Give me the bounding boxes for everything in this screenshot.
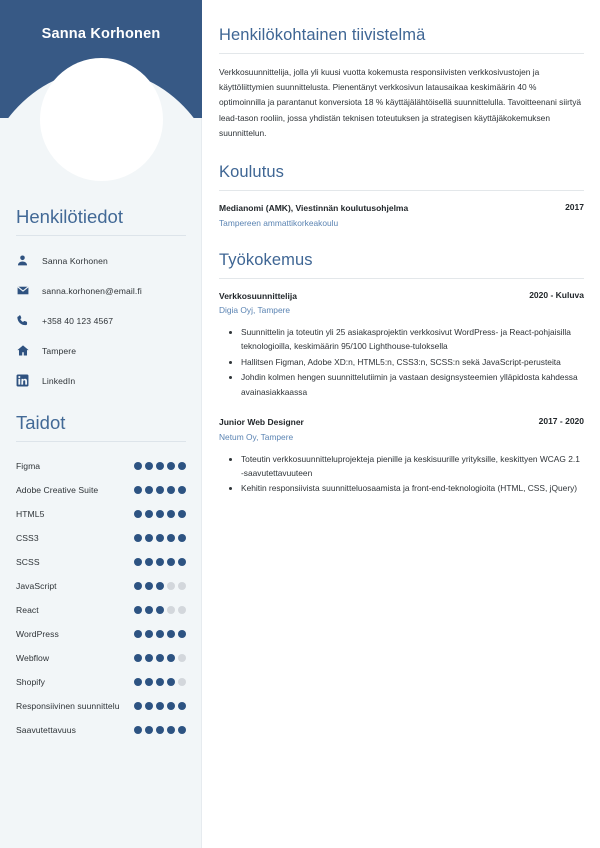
contact-list — [16, 248, 186, 393]
education-section — [219, 163, 584, 229]
entry-header — [219, 290, 584, 303]
home-icon — [16, 342, 38, 360]
skill-row — [16, 574, 186, 598]
experience-entry — [219, 202, 584, 229]
skill-dot-filled — [145, 678, 153, 686]
contact-section — [0, 206, 202, 398]
skill-dot-filled — [156, 678, 164, 686]
skill-dot-filled — [134, 582, 142, 590]
skill-dot-filled — [156, 606, 164, 614]
entry-subtitle: Tampereen ammattikorkeakoulu — [219, 217, 339, 228]
skill-dot-filled — [178, 558, 186, 566]
skill-row — [16, 502, 186, 526]
skill-dot-empty — [178, 606, 186, 614]
entry-bullet: • Johdin kolmen hengen suunnittelutiimin ja vastaan designsysteemien ylläpidosta kahdessa avainasiakkaassa — [241, 370, 584, 400]
skill-dot-filled — [156, 558, 164, 566]
skill-dot-filled — [156, 654, 164, 662]
skill-row — [16, 694, 186, 718]
contact-item[interactable] — [16, 278, 186, 303]
skill-dot-filled — [178, 510, 186, 518]
skill-dot-filled — [134, 678, 142, 686]
entry-subtitle: Digia Oyj, Tampere — [219, 305, 291, 316]
skill-rating — [134, 462, 186, 470]
skill-dot-filled — [167, 510, 175, 518]
skill-label: Figma — [16, 461, 41, 471]
skill-label: SCSS — [16, 557, 40, 567]
skill-label: Responsiivinen suunnittelu — [16, 701, 120, 711]
envelope-icon — [16, 282, 38, 300]
skills-heading: Taidot — [16, 412, 66, 433]
education-entries — [219, 202, 584, 229]
skill-dot-filled — [156, 534, 164, 542]
skill-dot-filled — [134, 462, 142, 470]
entry-bullet-list — [219, 452, 584, 497]
entry-title: Junior Web Designer — [219, 417, 304, 428]
summary-heading: Henkilökohtainen tiivistelmä — [219, 26, 426, 44]
contact-divider — [16, 235, 186, 236]
skills-list — [16, 454, 186, 742]
skill-dot-filled — [145, 462, 153, 470]
entry-date: 2020 - Kuluva — [529, 289, 584, 300]
main-column — [203, 0, 600, 848]
entry-bullet: • Suunnittelin ja toteutin yli 25 asiakasprojektin verkkosivut WordPress- ja React-pohjaisilla teknologioilla, keskimäärin 95/100 Lighthouse-tuloksella — [241, 325, 584, 355]
skill-dot-filled — [178, 630, 186, 638]
experience-entry — [219, 416, 584, 497]
skill-dot-empty — [178, 678, 186, 686]
skill-dot-filled — [178, 462, 186, 470]
skill-dot-empty — [167, 582, 175, 590]
entry-subtitle: Netum Oy, Tampere — [219, 431, 294, 442]
contact-item-text: sanna.korhonen@email.fi — [42, 285, 142, 296]
skill-rating — [134, 558, 186, 566]
skill-row — [16, 670, 186, 694]
skill-dot-filled — [156, 702, 164, 710]
person-icon — [16, 252, 38, 270]
skill-label: WordPress — [16, 629, 59, 639]
contact-item[interactable] — [16, 248, 186, 273]
skill-rating — [134, 534, 186, 542]
skill-dot-filled — [178, 726, 186, 734]
skill-dot-filled — [156, 630, 164, 638]
skill-dot-filled — [167, 486, 175, 494]
sidebar — [0, 0, 202, 848]
summary-section — [219, 26, 584, 141]
skill-dot-filled — [145, 582, 153, 590]
spacer — [219, 141, 584, 163]
contact-item-text: LinkedIn — [42, 375, 76, 386]
experience-entry — [219, 290, 584, 401]
entry-bullet: • Kehitin responsiivista suunnitteluosaamista ja front-end-teknologioita (HTML, CSS, jQuery) — [241, 481, 584, 496]
skill-row — [16, 526, 186, 550]
skill-dot-filled — [145, 534, 153, 542]
contact-item[interactable] — [16, 338, 186, 363]
skill-label: HTML5 — [16, 509, 45, 519]
skill-dot-filled — [156, 726, 164, 734]
skill-dot-filled — [167, 534, 175, 542]
skill-dot-filled — [178, 702, 186, 710]
skill-dot-filled — [167, 654, 175, 662]
skill-dot-filled — [134, 654, 142, 662]
skills-section — [0, 412, 202, 742]
avatar — [40, 58, 163, 181]
skill-dot-filled — [134, 534, 142, 542]
experience-heading: Työkokemus — [219, 250, 313, 269]
summary-text: Verkkosuunnittelija, jolla yli kuusi vuotta kokemusta responsiivisten verkkosivustojen ja käyttöliittymien suunnittelusta. Pienentänyt verkkosivun latausaikaa keskimäärin 40 % optimoinnilla ja parantanut konversiota 18 % käyttäjälähtöisellä suunnittelulla. Tavoitteenani siirtyä lead-tason rooliin, jossa yhdistän teknisen toteutuksen ja strategisen käyttäjäkokemuksen suunnittelun. — [219, 67, 582, 138]
experience-section — [219, 251, 584, 497]
summary-divider — [219, 53, 584, 54]
entry-title: Medianomi (AMK), Viestinnän koulutusohjelma — [219, 203, 409, 214]
entry-bullet-list — [219, 325, 584, 400]
skill-dot-filled — [134, 486, 142, 494]
skill-dot-filled — [167, 726, 175, 734]
skill-dot-filled — [145, 654, 153, 662]
skill-label: Shopify — [16, 677, 46, 687]
skill-dot-filled — [145, 510, 153, 518]
skill-dot-filled — [145, 558, 153, 566]
skill-dot-empty — [178, 654, 186, 662]
skill-dot-filled — [156, 582, 164, 590]
skills-divider — [16, 441, 186, 442]
education-divider — [219, 190, 584, 191]
entry-title: Verkkosuunnittelija — [219, 290, 297, 301]
entry-header — [219, 202, 584, 215]
skill-rating — [134, 702, 186, 710]
skill-dot-filled — [167, 678, 175, 686]
education-heading: Koulutus — [219, 163, 285, 182]
skill-dot-filled — [156, 462, 164, 470]
skill-rating — [134, 582, 186, 590]
skill-row — [16, 646, 186, 670]
skill-dot-filled — [134, 726, 142, 734]
skill-label: JavaScript — [16, 581, 57, 591]
skill-dot-empty — [178, 582, 186, 590]
skill-dot-empty — [167, 606, 175, 614]
experience-divider — [219, 278, 584, 279]
skill-dot-filled — [167, 558, 175, 566]
phone-icon — [16, 312, 38, 330]
skill-rating — [134, 510, 186, 518]
skill-dot-filled — [145, 486, 153, 494]
skill-rating — [134, 678, 186, 686]
entry-date: 2017 - 2020 — [538, 416, 584, 427]
contact-item-text: Tampere — [42, 345, 77, 356]
skill-row — [16, 718, 186, 742]
linkedin-icon — [16, 372, 38, 390]
skill-rating — [134, 486, 186, 494]
contact-item[interactable] — [16, 368, 186, 393]
skill-dot-filled — [145, 702, 153, 710]
skill-rating — [134, 606, 186, 614]
entry-date: 2017 — [565, 202, 584, 213]
skill-dot-filled — [167, 702, 175, 710]
skill-label: CSS3 — [16, 533, 39, 543]
skill-dot-filled — [145, 726, 153, 734]
skill-rating — [134, 654, 186, 662]
entry-header — [219, 416, 584, 429]
skill-row — [16, 550, 186, 574]
spacer — [219, 229, 584, 251]
skill-row — [16, 478, 186, 502]
skill-dot-filled — [178, 534, 186, 542]
skill-dot-filled — [167, 462, 175, 470]
skill-row — [16, 598, 186, 622]
skill-row — [16, 622, 186, 646]
skill-dot-filled — [145, 606, 153, 614]
contact-heading: Henkilötiedot — [16, 206, 123, 227]
contact-item-text: +358 40 123 4567 — [42, 315, 114, 326]
profile-name: Sanna Korhonen — [41, 26, 161, 42]
contact-item[interactable] — [16, 308, 186, 333]
skill-rating — [134, 630, 186, 638]
skill-dot-filled — [145, 630, 153, 638]
skill-label: Saavutettavuus — [16, 725, 76, 735]
skill-dot-filled — [134, 702, 142, 710]
skill-label: Webflow — [16, 653, 50, 663]
skill-row — [16, 454, 186, 478]
skill-dot-filled — [134, 558, 142, 566]
skill-dot-filled — [178, 486, 186, 494]
skill-dot-filled — [156, 510, 164, 518]
skill-label: React — [16, 605, 39, 615]
skill-dot-filled — [156, 486, 164, 494]
skill-dot-filled — [134, 630, 142, 638]
entry-bullet: • Hallitsen Figman, Adobe XD:n, HTML5:n, CSS3:n, SCSS:n sekä JavaScript-perusteita — [241, 355, 584, 370]
contact-item-text: Sanna Korhonen — [42, 255, 108, 266]
skill-label: Adobe Creative Suite — [16, 485, 99, 495]
skill-rating — [134, 726, 186, 734]
skill-dot-filled — [167, 630, 175, 638]
experience-entries — [219, 290, 584, 497]
skill-dot-filled — [134, 606, 142, 614]
skill-dot-filled — [134, 510, 142, 518]
entry-bullet: • Toteutin verkkosuunnitteluprojekteja pienille ja keskisuurille yrityksille, keskittyen WCAG 2.1 -saavutettavuuteen — [241, 452, 584, 482]
